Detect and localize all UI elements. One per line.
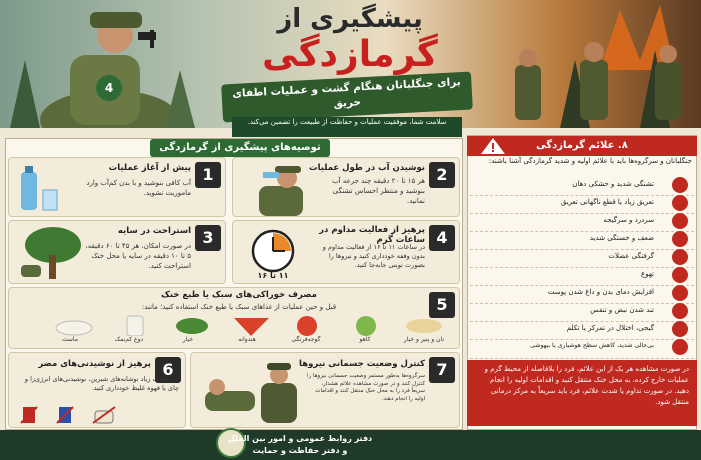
ranger-drinking-icon — [237, 162, 317, 216]
water-bottle-icon — [15, 164, 63, 214]
tip-title: نوشیدن آب در طول عملیات — [309, 163, 425, 173]
symptom-label: تند شدن نبض و تنفس — [590, 306, 654, 314]
food-label: دوغ کم‌نمک — [114, 336, 144, 343]
tree-shade-icon — [13, 225, 83, 281]
tip-number: 7 — [429, 357, 455, 383]
tip-body: در صورت امکان، هر ۴۵ تا ۶۰ دقیقه، ۵ تا ۱۰ دقیقه در سایه یا محل خنک استراحت کنید. — [85, 242, 191, 270]
tip-number: 4 — [429, 225, 455, 251]
tip-card-7 — [190, 352, 460, 428]
tip-card-3 — [8, 220, 226, 284]
page-title-line1: پیشگیری از — [277, 4, 423, 34]
tip-number: 1 — [195, 162, 221, 188]
fatigue-icon — [672, 231, 688, 247]
clock-icon — [241, 227, 305, 277]
food-label: ماست — [62, 336, 78, 343]
tip-body: سرگروه‌ها به‌طور مستمر وضعیت جسمانی نیروها را کنترل کنند و در صورت مشاهده علائم هشدار، سریعاً فرد را به محل خنک منتقل کنند و اقدامات اولیه را انجام دهند. — [307, 373, 425, 402]
tip-title: استراحت در سایه — [117, 226, 191, 236]
emergency-note: در صورت مشاهده هر یک از این علائم، فرد را بلافاصله از محیط گرم و عملیات خارج کرده، به محل خنک منتقل کنید و اقدامات اولیه را انجام دهید. در صورت تداوم یا شدت علائم، فرد باید سریعاً به مرکز درمانی منتقل شود. — [467, 360, 697, 426]
no-drinks-icon — [19, 405, 139, 425]
tip-body: از مصرف زیاد نوشابه‌های شیرین، نوشیدنی‌های انرژی‌زا و چای یا قهوه غلیظ خودداری کنید. — [24, 375, 179, 392]
food-icons-row — [29, 314, 459, 336]
footer-office-line1: دفتر روابط عمومی و امور بین الملل — [227, 434, 373, 443]
tip-title: پرهیز از نوشیدنی‌های مضر — [38, 359, 151, 369]
symptom-label: بی‌حالی شدید، کاهش سطح هوشیاری یا بیهوشی — [530, 342, 654, 349]
tip-title: پیش از آغاز عملیات — [108, 163, 191, 173]
confusion-icon — [672, 321, 688, 337]
tip-card-2 — [232, 157, 460, 217]
tip-card-1 — [8, 157, 226, 217]
tip-body: در ساعات ۱۱ تا ۱۶ از فعالیت مداوم و بدون وقفه خودداری کنید و نیروها را بصورت نوبتی جابه‌جا کنید. — [322, 243, 425, 269]
sweat-icon — [672, 195, 688, 211]
footer-office-line2: و دفتر حفاظت و حمایت — [252, 446, 348, 455]
unconscious-icon — [672, 339, 688, 355]
page-title-line2: گرمازدگی — [262, 34, 438, 75]
heartbeat-icon — [672, 303, 688, 319]
symptom-label: گرفتگی عضلات — [608, 252, 654, 260]
symptom-item — [470, 337, 694, 359]
food-label: نان و پنیر و خیار — [403, 336, 445, 343]
tip-number: 6 — [155, 357, 181, 383]
cramp-icon — [672, 249, 688, 265]
symptoms-intro: جنگلبانان و سرگروه‌ها باید با علائم اولیه و شدید گرمازدگی آشنا باشند: — [488, 157, 692, 165]
tip-card-4 — [232, 220, 460, 284]
safety-note: سلامت شما، موفقیت عملیات و حفاظت از طبیعت را تضمین می‌کند. — [232, 117, 462, 137]
tip-number: 2 — [429, 162, 455, 188]
tip-title: کنترل وضعیت جسمانی نیروها — [299, 359, 425, 369]
thermometer-icon — [672, 285, 688, 301]
tip-body: آب کافی بنوشید و با بدن کم‌آب وارد ماموریت نشوید. — [86, 179, 191, 197]
clock-label: ۱۱ تا ۱۶ — [257, 271, 289, 280]
tip-card-5 — [8, 287, 460, 349]
symptom-label: تعریق زیاد یا قطع ناگهانی تعریق — [560, 198, 654, 206]
tip-number: 3 — [195, 225, 221, 251]
tip-body: هر ۱۵ تا ۲۰ دقیقه چند جرعه آب بنوشید و منتظر احساس تشنگی نمانید. — [332, 177, 425, 205]
food-label: هندوانه — [238, 336, 256, 343]
symptom-label: تشنگی شدید و خشکی دهان — [572, 180, 654, 188]
tips-title: توصیه‌های پیشگیری از گرمازدگی — [150, 139, 330, 157]
warning-icon — [480, 137, 506, 155]
tip-title: مصرف خوراکی‌های سبک یا طبع خنک — [161, 290, 317, 300]
symptom-label: سردرد و سرگیجه — [603, 216, 654, 224]
food-label: گوجه‌فرنگی — [291, 336, 321, 343]
ranger-badge: 4 — [96, 75, 122, 101]
symptom-label: گیجی، اختلال در تمرکز یا تکلم — [566, 324, 654, 332]
symptom-label: ضعف و خستگی شدید — [589, 234, 654, 242]
symptoms-title-text: ۸. علائم گرمازدگی — [536, 140, 628, 151]
tip-body: قبل و حین عملیات از غذاهای سبک یا طبع خنک استفاده کنید؛ مانند: — [141, 303, 337, 311]
headache-icon — [672, 213, 688, 229]
symptom-label: افزایش دمای بدن و داغ شدن پوست — [547, 288, 654, 296]
tip-number: 5 — [429, 292, 455, 318]
page-subtitle: برای جنگلبانان هنگام گشت و عملیات اطفای حریق — [221, 71, 473, 122]
nausea-icon — [672, 267, 688, 283]
food-label: خیار — [182, 336, 194, 343]
thirst-icon — [672, 177, 688, 193]
tip-title: پرهیز از فعالیت مداوم در ساعات گرم — [319, 225, 425, 245]
symptom-label: تهوع — [641, 270, 654, 278]
tip-card-6 — [8, 352, 186, 428]
rangers-helping-icon — [195, 361, 313, 427]
food-label: کاهو — [359, 336, 371, 343]
